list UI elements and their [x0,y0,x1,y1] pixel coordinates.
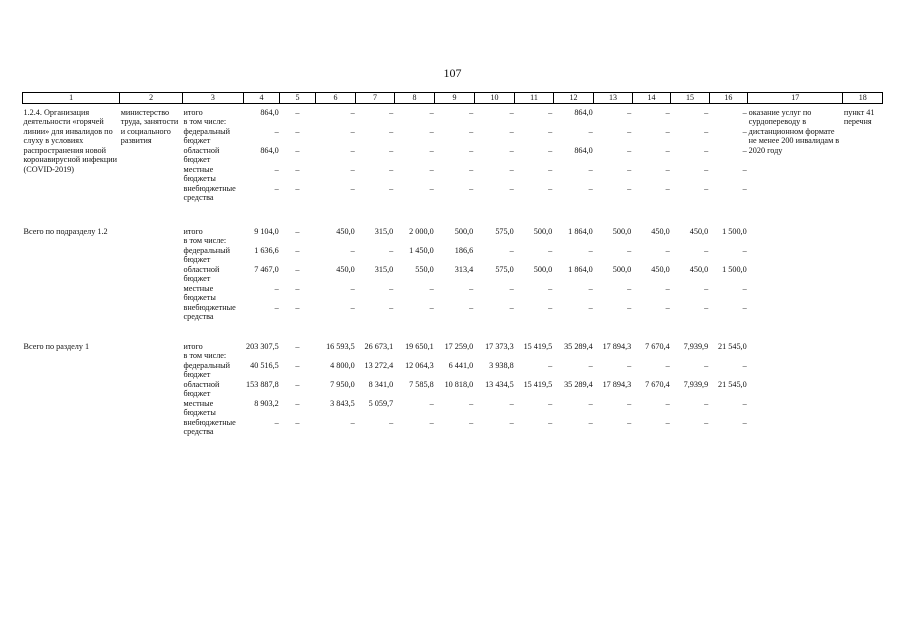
value-cell: – [295,283,300,293]
column-number-2: 2 [120,93,183,104]
value-cell: 7 585,8 [409,379,434,389]
empty-cell [594,117,632,127]
value-cell: – [429,302,434,312]
value-cell: 500,0 [454,226,474,236]
value-cell: – [389,245,394,255]
value-cell: – [665,245,670,255]
value-cell: – [469,107,474,117]
reference-cell: пункт 41 перечня [843,107,875,126]
empty-cell [394,117,435,127]
value-cell: 7 950,0 [330,379,355,389]
column-number-11: 11 [515,93,553,104]
empty-cell [594,351,632,361]
value-cell: 5 059,7 [368,398,394,408]
value-cell: – [704,164,709,174]
value-cell: 17 894,3 [602,341,632,351]
funding-source-label: федеральный бюджет [183,245,231,264]
empty-cell [280,117,315,127]
funding-source-label: внебюджетные средства [183,417,236,436]
table-body [23,103,883,437]
value-cell: – [295,417,300,427]
empty-cell [515,236,553,246]
value-cell: – [742,417,747,427]
value-cell: – [627,417,632,427]
value-cell: – [429,417,434,427]
value-cell: – [389,145,394,155]
table-row [23,342,883,352]
value-cell: – [742,145,747,155]
value-cell: – [704,245,709,255]
result-cell [748,227,843,322]
column-number-13: 13 [594,93,632,104]
value-cell: – [509,398,514,408]
value-cell: – [274,183,279,193]
value-cell: 1 864,0 [568,226,593,236]
empty-cell [435,351,475,361]
funding-source-label: в том числе: [183,351,227,360]
value-cell: – [295,302,300,312]
value-cell: 313,4 [454,264,474,274]
empty-cell [356,351,394,361]
funding-source-label: федеральный бюджет [183,126,231,145]
value-cell: – [588,126,593,136]
value-cell: 15 419,5 [523,379,553,389]
value-cell: – [295,126,300,136]
value-cell: – [469,164,474,174]
value-cell: – [350,126,355,136]
empty-cell [553,351,594,361]
value-cell: – [429,283,434,293]
value-cell: – [469,283,474,293]
empty-cell [632,351,670,361]
value-cell: – [548,126,553,136]
reference-cell [843,342,883,437]
value-cell: – [274,164,279,174]
value-cell: – [588,245,593,255]
value-cell: 13 434,5 [485,379,514,389]
value-cell: 7,939,9 [683,379,709,389]
value-cell: 13 272,4 [364,360,394,370]
value-cell: 450,0 [651,226,670,236]
value-cell: – [588,360,593,370]
value-cell: – [627,302,632,312]
value-cell: – [742,126,747,136]
value-cell: – [742,245,747,255]
value-cell: – [627,360,632,370]
value-cell: 1 636,6 [254,245,279,255]
column-number-9: 9 [435,93,475,104]
spacer-cell [23,203,883,227]
section-name: Всего по подразделу 1.2 [23,226,108,236]
value-cell: – [509,145,514,155]
value-cell: – [704,360,709,370]
funding-source-label: федеральный бюджет [183,360,231,379]
value-cell: – [704,183,709,193]
value-cell: – [627,245,632,255]
value-cell: – [389,417,394,427]
column-number-12: 12 [553,93,594,104]
empty-cell [709,117,747,127]
value-cell: 12 064,3 [405,360,434,370]
value-cell: – [665,398,670,408]
value-cell: – [665,145,670,155]
value-cell: – [548,302,553,312]
value-cell: – [509,283,514,293]
value-cell: 9 104,0 [254,226,279,236]
column-number-14: 14 [632,93,670,104]
column-number-5: 5 [280,93,315,104]
value-cell: – [469,398,474,408]
empty-cell [356,236,394,246]
value-cell: – [350,164,355,174]
value-cell: 315,0 [374,226,394,236]
value-cell: 7 467,0 [254,264,279,274]
empty-cell [474,236,515,246]
value-cell: – [509,183,514,193]
column-number-7: 7 [356,93,394,104]
value-cell: 16 593,5 [326,341,355,351]
value-cell: – [627,164,632,174]
funding-source-label: итого [183,341,203,351]
value-cell: – [548,360,553,370]
reference-cell [843,227,883,322]
value-cell: 450,0 [651,264,670,274]
value-cell: – [627,398,632,408]
value-cell: – [274,302,279,312]
value-cell: 1 500,0 [722,264,747,274]
value-cell: – [295,226,300,236]
spacer-cell [23,322,883,342]
value-cell: 864,0 [574,145,593,155]
empty-cell [553,236,594,246]
funding-source-label: областной бюджет [183,264,220,283]
funding-source-label: областной бюджет [183,379,220,398]
value-cell: – [665,417,670,427]
result-cell [748,342,843,437]
empty-cell [474,351,515,361]
value-cell: 186,6 [454,245,474,255]
value-cell: – [429,398,434,408]
value-cell: 10 818,0 [444,379,474,389]
value-cell: – [627,145,632,155]
empty-cell [280,236,315,246]
value-cell: – [509,245,514,255]
value-cell: – [704,302,709,312]
value-cell: – [665,302,670,312]
value-cell: 575,0 [495,226,514,236]
value-cell: – [350,183,355,193]
value-cell: – [742,398,747,408]
value-cell: – [665,183,670,193]
value-cell: – [350,283,355,293]
value-cell: – [548,107,553,117]
value-cell: 500,0 [612,264,632,274]
column-number-4: 4 [243,93,279,104]
column-number-16: 16 [709,93,747,104]
value-cell: 1 450,0 [409,245,434,255]
value-cell: 450,0 [336,226,355,236]
column-number-15: 15 [671,93,709,104]
value-cell: – [429,145,434,155]
value-cell: 575,0 [495,264,514,274]
empty-cell [315,236,356,246]
value-cell: 864,0 [260,107,279,117]
value-cell: – [665,107,670,117]
column-number-10: 10 [474,93,515,104]
value-cell: – [588,283,593,293]
empty-cell [243,117,279,127]
value-cell: – [509,126,514,136]
funding-source-label: в том числе: [183,236,227,245]
value-cell: – [429,183,434,193]
value-cell: – [295,164,300,174]
value-cell: 21 545,0 [718,379,747,389]
empty-cell [515,117,553,127]
value-cell: 35 289,4 [564,379,593,389]
value-cell: 26 673,1 [364,341,394,351]
table-row [23,227,883,237]
empty-cell [671,351,709,361]
empty-cell [394,351,435,361]
table-row [23,103,883,117]
value-cell: 315,0 [374,264,394,274]
value-cell: – [469,417,474,427]
value-cell: – [389,302,394,312]
value-cell: 6 441,0 [448,360,474,370]
funding-source-label: итого [183,107,203,117]
column-number-18: 18 [843,93,883,104]
value-cell: – [742,183,747,193]
value-cell: – [627,183,632,193]
value-cell: 450,0 [689,226,709,236]
value-cell: 2 000,0 [409,226,434,236]
value-cell: – [588,164,593,174]
value-cell: – [588,183,593,193]
funding-source-label: областной бюджет [183,145,220,164]
value-cell: – [548,145,553,155]
empty-cell [632,117,670,127]
value-cell: 8 341,0 [368,379,394,389]
empty-cell [315,117,356,127]
value-cell: 15 419,5 [523,341,553,351]
funding-source-label: местные бюджеты [183,283,216,302]
value-cell: 21 545,0 [718,341,747,351]
value-cell: – [469,302,474,312]
value-cell: – [295,183,300,193]
column-number-header [23,93,883,104]
value-cell: – [389,183,394,193]
column-number-8: 8 [394,93,435,104]
empty-cell [671,236,709,246]
value-cell: – [704,107,709,117]
empty-cell [356,117,394,127]
value-cell: – [295,245,300,255]
empty-cell [671,117,709,127]
value-cell: – [588,302,593,312]
value-cell: 7 670,4 [645,341,670,351]
funding-source-label: в том числе: [183,117,227,126]
funding-source-label: внебюджетные средства [183,302,236,321]
value-cell: 500,0 [612,226,632,236]
funding-source-label: местные бюджеты [183,398,216,417]
column-number-6: 6 [315,93,356,104]
value-cell: – [704,126,709,136]
funding-source-label: итого [183,226,203,236]
section-spacer [23,322,883,342]
value-cell: 500,0 [533,264,553,274]
value-cell: – [704,417,709,427]
value-cell: – [350,302,355,312]
value-cell: 4 800,0 [330,360,355,370]
value-cell: 3 843,5 [330,398,355,408]
value-cell: 7 670,4 [645,379,670,389]
column-number-17: 17 [748,93,843,104]
value-cell: – [389,126,394,136]
funding-source-label: местные бюджеты [183,164,216,183]
value-cell: – [548,164,553,174]
value-cell: – [389,283,394,293]
value-cell: 1 500,0 [722,226,747,236]
funding-table [22,92,883,437]
value-cell: – [627,126,632,136]
empty-cell [474,117,515,127]
page-number: 107 [443,66,462,80]
value-cell: – [295,398,300,408]
value-cell: – [548,283,553,293]
value-cell: – [742,107,747,117]
empty-cell [243,351,279,361]
value-cell: – [389,107,394,117]
empty-cell [435,236,475,246]
empty-cell [315,351,356,361]
value-cell: – [295,341,300,351]
value-cell: – [509,302,514,312]
empty-cell [709,236,747,246]
value-cell: 203 307,5 [246,341,279,351]
empty-cell [632,236,670,246]
executor-cell: министерство труда, занятости и социального развития [120,107,179,145]
empty-cell [394,236,435,246]
value-cell: – [509,417,514,427]
value-cell: – [588,417,593,427]
value-cell: – [350,145,355,155]
value-cell: 500,0 [533,226,553,236]
empty-cell [594,236,632,246]
value-cell: – [274,283,279,293]
value-cell: – [350,245,355,255]
value-cell: – [742,360,747,370]
value-cell: – [295,379,300,389]
empty-cell [435,117,475,127]
value-cell: 35 289,4 [564,341,593,351]
value-cell: 40 516,5 [250,360,279,370]
value-cell: 864,0 [574,107,593,117]
value-cell: – [627,283,632,293]
funding-source-label: внебюджетные средства [183,183,236,202]
value-cell: 153 887,8 [246,379,279,389]
value-cell: – [389,164,394,174]
value-cell: – [469,183,474,193]
value-cell: – [704,145,709,155]
value-cell: 17 373,3 [485,341,514,351]
value-cell: – [509,164,514,174]
empty-cell [515,351,553,361]
value-cell: – [588,398,593,408]
value-cell: – [350,417,355,427]
value-cell: – [548,183,553,193]
value-cell: – [665,126,670,136]
value-cell: 1 864,0 [568,264,593,274]
section-spacer [23,203,883,227]
value-cell: – [509,107,514,117]
empty-cell [553,117,594,127]
value-cell: – [548,398,553,408]
value-cell: 450,0 [689,264,709,274]
value-cell: – [429,107,434,117]
value-cell: – [295,145,300,155]
value-cell: – [469,145,474,155]
value-cell: 450,0 [336,264,355,274]
value-cell: 17 259,0 [444,341,474,351]
empty-cell [709,351,747,361]
value-cell: 8 903,2 [254,398,279,408]
result-cell: оказание услуг по сурдопереводу в дистанционном формате не менее 200 инвалидам в 2020 году [748,107,840,155]
value-cell: – [548,417,553,427]
value-cell: 864,0 [260,145,279,155]
column-number-3: 3 [183,93,244,104]
value-cell: – [429,126,434,136]
value-cell: 17 894,3 [602,379,632,389]
value-cell: 550,0 [415,264,434,274]
section-name: Всего по разделу 1 [23,341,90,351]
value-cell: – [742,302,747,312]
value-cell: – [274,417,279,427]
value-cell: – [627,107,632,117]
value-cell: – [665,360,670,370]
value-cell: – [704,283,709,293]
value-cell: – [295,264,300,274]
value-cell: – [295,107,300,117]
executor-cell [120,227,183,322]
column-number-1: 1 [23,93,120,104]
value-cell: – [295,360,300,370]
value-cell: – [665,164,670,174]
value-cell: – [665,283,670,293]
value-cell: – [350,107,355,117]
value-cell: 7,939,9 [683,341,709,351]
value-cell: 3 938,8 [489,360,514,370]
value-cell: – [704,398,709,408]
value-cell: – [469,126,474,136]
value-cell: – [742,283,747,293]
value-cell: – [742,164,747,174]
value-cell: – [429,164,434,174]
section-name: 1.2.4. Организация деятельности «горячей линии» для инвалидов по слуху в условиях распространения новой коронавирусной инфекции (COVID-2019) [23,107,118,174]
value-cell: – [274,126,279,136]
empty-cell [280,351,315,361]
value-cell: – [548,245,553,255]
value-cell: 19 650,1 [405,341,434,351]
executor-cell [120,342,183,437]
empty-cell [243,236,279,246]
